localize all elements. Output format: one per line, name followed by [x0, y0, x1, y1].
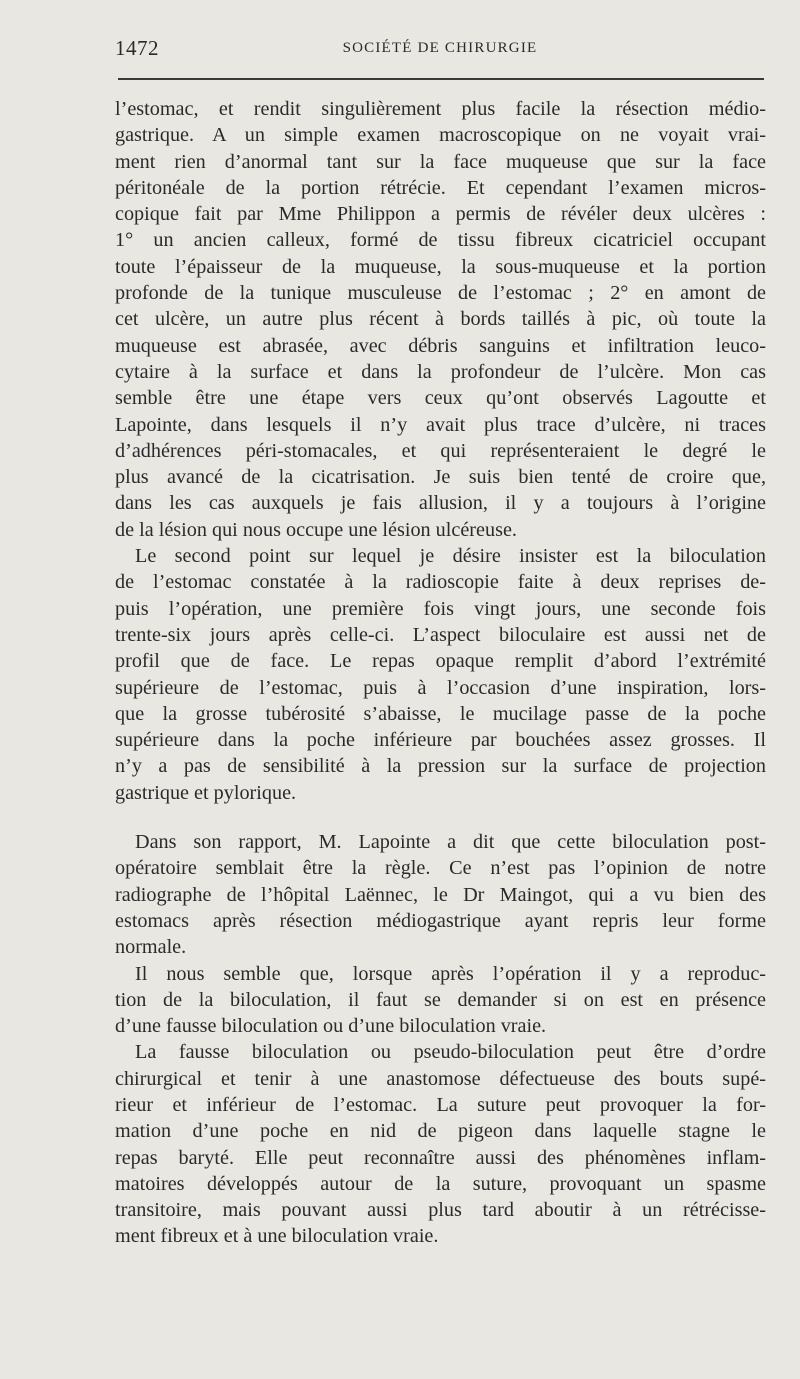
text-line: de l’estomac constatée à la radioscopie faite à deux reprises de- — [115, 571, 766, 594]
text-line: plus avancé de la cicatrisation. Je suis bien tenté de croire que, — [115, 466, 766, 489]
page-header — [115, 34, 765, 64]
text-line: profil que de face. Le repas opaque remplit d’abord l’extrémité — [115, 650, 766, 673]
text-line: cet ulcère, un autre plus récent à bords taillés à pic, où toute la — [115, 308, 766, 331]
page-number: 1472 — [115, 36, 159, 60]
text-line: d’adhérences péri-stomacales, et qui représenteraient le degré le — [115, 439, 766, 462]
text-line: puis l’opération, une première fois vingt jours, une seconde fois — [115, 597, 766, 620]
text-line: Lapointe, dans lesquels il n’y avait plus trace d’ulcère, ni traces — [115, 413, 766, 436]
text-line: semble être une étape vers ceux qu’ont observés Lagoutte et — [115, 387, 766, 410]
text-line: mation d’une poche en nid de pigeon dans laquelle stagne le — [115, 1120, 766, 1143]
text-line: Dans son rapport, M. Lapointe a dit que cette biloculation post- — [135, 831, 766, 854]
text-line: La fausse biloculation ou pseudo-biloculation peut être d’ordre — [135, 1041, 766, 1064]
text-line: tion de la biloculation, il faut se demander si on est en présence — [115, 988, 766, 1011]
text-line: profonde de la tunique musculeuse de l’estomac ; 2° en amont de — [115, 282, 766, 305]
text-line: supérieure de l’estomac, puis à l’occasion d’une inspiration, lors- — [115, 676, 766, 699]
text-line: copique fait par Mme Philippon a permis de révéler deux ulcères : — [115, 203, 766, 226]
paragraph-gap — [115, 806, 766, 829]
text-line: l’estomac, et rendit singulièrement plus facile la résection médio- — [115, 98, 766, 120]
text-line: supérieure dans la poche inférieure par bouchées assez grosses. Il — [115, 729, 766, 752]
text-line: que la grosse tubérosité s’abaisse, le mucilage passe de la poche — [115, 702, 766, 725]
text-line: 1° un ancien calleux, formé de tissu fibreux cicatriciel occupant — [115, 229, 766, 252]
text-line: péritonéale de la portion rétrécie. Et cependant l’examen micros- — [115, 176, 766, 199]
text-line: matoires développés autour de la suture, provoquant un spasme — [115, 1172, 766, 1195]
text-line: gastrique. A un simple examen macroscopique on ne voyait vrai- — [115, 124, 766, 147]
text-line: repas baryté. Elle peut reconnaître aussi des phénomènes inflam- — [115, 1146, 766, 1169]
running-head: SOCIÉTÉ DE CHIRURGIE — [342, 40, 538, 56]
body-text — [115, 96, 766, 1250]
text-line: de la lésion qui nous occupe une lésion ulcéreuse. — [115, 518, 517, 541]
header-rule — [118, 78, 764, 80]
text-line: n’y a pas de sensibilité à la pression sur la surface de projection — [115, 755, 766, 778]
text-line: normale. — [115, 936, 187, 959]
text-line: d’une fausse biloculation ou d’une biloculation vraie. — [115, 1015, 547, 1038]
text-line: trente-six jours après celle-ci. L’aspect biloculaire est aussi net de — [115, 623, 766, 646]
text-line: ment fibreux et à une biloculation vraie. — [115, 1225, 439, 1248]
text-line: ment rien d’anormal tant sur la face muqueuse que sur la face — [115, 150, 766, 173]
text-line: rieur et inférieur de l’estomac. La suture peut provoquer la for- — [115, 1093, 766, 1116]
text-line: chirurgical et tenir à une anastomose défectueuse des bouts supé- — [115, 1067, 766, 1090]
text-line: Le second point sur lequel je désire insister est la biloculation — [135, 545, 766, 568]
text-line: Il nous semble que, lorsque après l’opération il y a reproduc- — [135, 962, 766, 985]
text-line: dans les cas auxquels je fais allusion, il y a toujours à l’origine — [115, 492, 766, 515]
text-line: radiographe de l’hôpital Laënnec, le Dr Maingot, qui a vu bien des — [115, 883, 766, 906]
text-line: toute l’épaisseur de la muqueuse, la sous-muqueuse et la portion — [115, 255, 766, 278]
text-line: transitoire, mais pouvant aussi plus tard aboutir à un rétrécisse- — [115, 1199, 766, 1222]
text-line: opératoire semblait être la règle. Ce n’est pas l’opinion de notre — [115, 857, 766, 880]
text-line: gastrique et pylorique. — [115, 781, 297, 804]
text-line: muqueuse est abrasée, avec débris sanguins et infiltration leuco- — [115, 334, 766, 357]
text-line: estomacs après résection médiogastrique ayant repris leur forme — [115, 909, 766, 932]
text-line: cytaire à la surface et dans la profondeur de l’ulcère. Mon cas — [115, 360, 766, 383]
